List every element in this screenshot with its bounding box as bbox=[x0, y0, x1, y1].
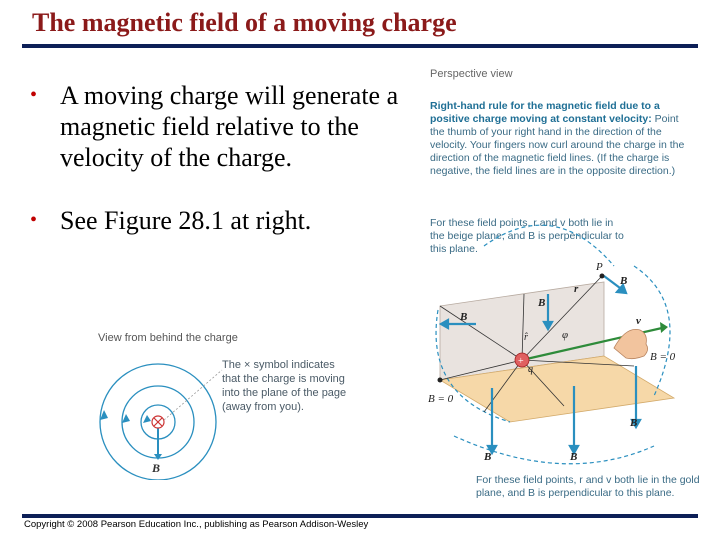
figure-perspective bbox=[424, 66, 700, 506]
figure-view-behind bbox=[90, 330, 350, 480]
b-zero-left: B = 0 bbox=[428, 393, 454, 405]
bullet-item bbox=[30, 205, 410, 236]
bullet-text: A moving charge will generate a magnetic field relative to the velocity of the charge. bbox=[60, 81, 399, 172]
rhat-label: r̂ bbox=[524, 332, 528, 343]
concentric-field-circles bbox=[90, 330, 230, 480]
bullet-icon: • bbox=[30, 84, 38, 106]
b-label-2: B bbox=[460, 311, 468, 323]
figure-caption: View from behind the charge bbox=[98, 332, 238, 344]
bullet-item bbox=[30, 80, 410, 173]
point-p-label: P bbox=[596, 261, 603, 273]
right-hand-icon bbox=[614, 329, 648, 358]
copyright-footer: Copyright © 2008 Pearson Education Inc., publishing as Pearson Addison-Wesley bbox=[24, 519, 369, 530]
bullet-text: See Figure 28.1 at right. bbox=[60, 206, 312, 235]
v-vector-label: v bbox=[636, 315, 641, 327]
b-zero-right: B = 0 bbox=[650, 351, 676, 363]
perspective-diagram bbox=[424, 66, 700, 466]
field-points-note-beige: For these field points, r and v both lie in the beige plane, and B is perpendicular to this plane. bbox=[430, 217, 624, 255]
rh-title: Right-hand rule for the magnetic field due to a positive charge moving at constant velocity: bbox=[430, 100, 660, 125]
b-label-6: B bbox=[630, 417, 638, 429]
slide-title: The magnetic field of a moving charge bbox=[32, 8, 457, 37]
b-label-1: B bbox=[620, 275, 628, 287]
bullet-icon: • bbox=[30, 209, 38, 231]
rh-body: Point the thumb of your right hand in the direction of the velocity. Your fingers now curl around the charge in the direction of the magnetic field lines. (If the charge is negative, the field lines are in the opposite direction.) bbox=[430, 113, 685, 177]
b-label-4: B bbox=[484, 451, 492, 463]
b-vector-label: B bbox=[152, 461, 161, 475]
figure-note: The × symbol indicates that the charge is moving into the plane of the page (away from you). bbox=[222, 359, 347, 413]
footer-divider bbox=[22, 514, 698, 518]
b-label-5: B bbox=[570, 451, 578, 463]
phi-label: φ bbox=[562, 329, 569, 341]
b-label-3: B bbox=[538, 297, 546, 309]
charge-q-label: q bbox=[528, 364, 533, 375]
perspective-label: Perspective view bbox=[430, 68, 513, 80]
svg-text:+: + bbox=[518, 356, 524, 367]
title-divider bbox=[22, 44, 698, 48]
r-vector-label: r bbox=[574, 283, 579, 295]
bullet-list bbox=[30, 80, 410, 236]
field-points-note-gold: For these field points, r and v both lie in the gold plane, and B is perpendicular to this plane. bbox=[476, 474, 700, 499]
